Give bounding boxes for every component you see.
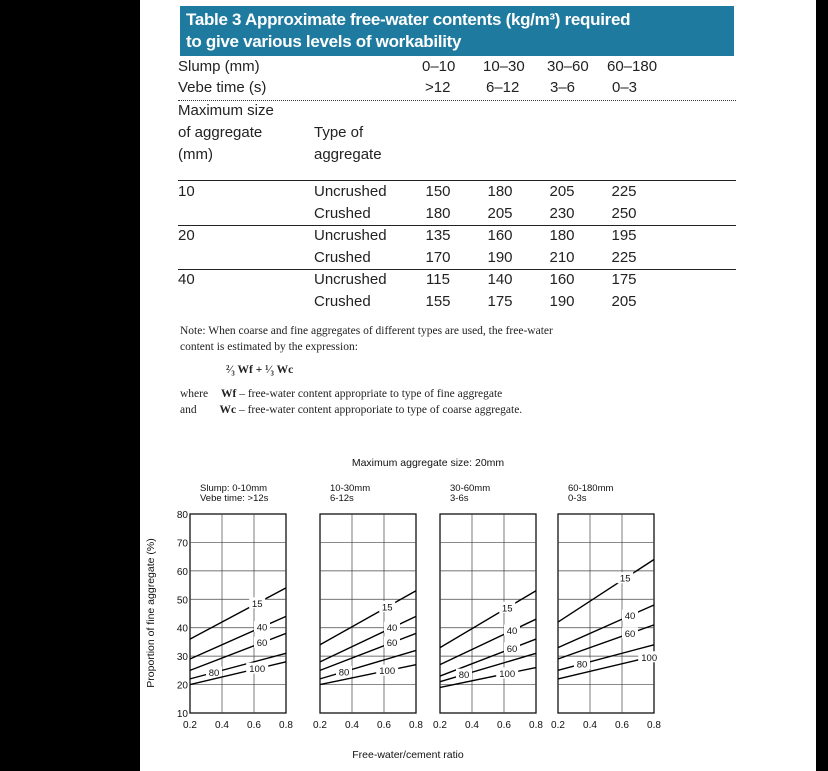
type-cell: Uncrushed: [314, 183, 387, 200]
value-cell: 160: [487, 227, 513, 244]
type-cell: Crushed: [314, 205, 371, 222]
panel-label: 60-180mm: [568, 483, 614, 494]
value-cell: 150: [425, 183, 451, 200]
type-cell: Uncrushed: [314, 227, 387, 244]
panel-frame: [440, 514, 536, 713]
series-label: 80: [458, 670, 470, 682]
vebe-value: 3–6: [550, 79, 576, 96]
series-label: 60: [386, 638, 398, 650]
series-line: [320, 591, 416, 645]
value-cell: 205: [549, 183, 575, 200]
slump-value: 60–180: [607, 58, 658, 75]
panel-label: Slump: 0-10mm: [200, 483, 268, 494]
note-and: and Wc – free-water content approporiate to type of coarse aggregate.: [180, 404, 523, 416]
x-tick-label: 0.4: [465, 720, 479, 731]
series-label: 60: [506, 643, 518, 655]
series-label: 100: [379, 666, 396, 678]
x-tick-label: 0.6: [377, 720, 391, 731]
x-tick-label: 0.2: [551, 720, 565, 731]
table-title-line1: Table 3 Approximate free-water contents (kg/m³) required: [186, 10, 631, 29]
note-line1: Note: When coarse and fine aggregates of different types are used, the free-water: [180, 325, 553, 337]
value-cell: 225: [611, 249, 637, 266]
y-tick-label: 50: [176, 595, 188, 607]
x-tick-label: 0.8: [529, 720, 543, 731]
series-label: 100: [499, 668, 516, 680]
value-cell: 250: [611, 205, 637, 222]
panel-frame: [558, 514, 654, 713]
value-cell: 115: [426, 271, 450, 288]
y-tick-label: 20: [176, 680, 188, 692]
series-line: [190, 588, 286, 639]
size-cell: 20: [178, 227, 195, 244]
series-label: 15: [619, 573, 631, 585]
series-label: 80: [208, 667, 220, 679]
y-tick-label: 30: [176, 652, 188, 664]
vebe-value: 0–3: [612, 79, 638, 96]
value-cell: 180: [549, 227, 575, 244]
series-label: 40: [506, 626, 518, 638]
panel-label: 3-6s: [450, 493, 469, 504]
value-cell: 180: [425, 205, 451, 222]
slump-value: 30–60: [547, 58, 589, 75]
series-label: 40: [624, 611, 636, 623]
vebe-value: >12: [425, 79, 451, 96]
value-cell: 230: [549, 205, 575, 222]
x-axis-label: Free-water/cement ratio: [352, 749, 464, 761]
slump-value: 0–10: [422, 58, 456, 75]
document-page: [140, 0, 816, 771]
x-tick-label: 0.4: [583, 720, 597, 731]
series-label: 100: [641, 652, 658, 664]
value-cell: 205: [611, 293, 637, 310]
type-cell: Crushed: [314, 249, 371, 266]
x-tick-label: 0.6: [615, 720, 629, 731]
y-tick-label: 70: [176, 538, 188, 550]
vebe-label: Vebe time (s): [178, 79, 267, 96]
series-label: 80: [576, 659, 588, 671]
series-label: 100: [249, 664, 266, 676]
value-cell: 210: [549, 249, 575, 266]
value-cell: 155: [425, 293, 451, 310]
value-cell: 180: [487, 183, 513, 200]
column-header-max-size: Maximum size of aggregate (mm): [178, 102, 274, 163]
x-tick-label: 0.6: [497, 720, 511, 731]
x-tick-label: 0.4: [215, 720, 229, 731]
x-tick-label: 0.8: [647, 720, 661, 731]
panel-label: 0-3s: [568, 493, 587, 504]
series-label: 15: [251, 598, 263, 610]
value-cell: 170: [425, 249, 451, 266]
panel-label: Vebe time: >12s: [200, 493, 269, 504]
x-tick-label: 0.2: [433, 720, 447, 731]
value-cell: 175: [487, 293, 513, 310]
table-title-line2: to give various levels of workability: [186, 32, 462, 51]
value-cell: 190: [549, 293, 575, 310]
value-cell: 175: [611, 271, 637, 288]
slump-value: 10–30: [483, 58, 525, 75]
type-cell: Uncrushed: [314, 271, 387, 288]
y-tick-label: 60: [176, 566, 188, 578]
value-cell: 135: [425, 227, 451, 244]
x-tick-label: 0.6: [247, 720, 261, 731]
panel-label: 30-60mm: [450, 483, 491, 494]
x-tick-label: 0.2: [313, 720, 327, 731]
vebe-value: 6–12: [486, 79, 520, 96]
value-cell: 140: [487, 271, 513, 288]
series-label: 15: [381, 602, 393, 614]
y-tick-label: 40: [176, 623, 188, 635]
type-cell: Crushed: [314, 293, 371, 310]
value-cell: 195: [611, 227, 637, 244]
size-cell: 10: [178, 183, 195, 200]
x-tick-label: 0.4: [345, 720, 359, 731]
series-label: 80: [338, 667, 350, 679]
series-label: 40: [386, 623, 398, 635]
series-label: 60: [256, 638, 268, 650]
chart-title: Maximum aggregate size: 20mm: [351, 457, 505, 469]
y-tick-label: 10: [176, 709, 188, 720]
note-where: where Wf – free-water content appropriate to type of fine aggregate: [180, 388, 503, 400]
x-tick-label: 0.8: [279, 720, 293, 731]
panel-label: 10-30mm: [330, 483, 371, 494]
series-label: 60: [624, 628, 636, 640]
series-line: [558, 559, 654, 622]
note-formula: ²⁄₃ Wf + ¹⁄₃ Wc: [226, 364, 294, 376]
slump-label: Slump (mm): [178, 58, 260, 75]
value-cell: 205: [487, 205, 513, 222]
y-tick-label: 80: [176, 510, 188, 521]
y-axis-label: Proportion of fine aggregate (%): [145, 538, 157, 688]
fine-aggregate-charts: [140, 0, 816, 771]
note-line2: content is estimated by the expression:: [180, 341, 358, 353]
value-cell: 190: [487, 249, 513, 266]
series-label: 15: [501, 603, 513, 615]
column-header-type: Type of aggregate: [314, 124, 382, 163]
panel-frame: [320, 514, 416, 713]
panel-label: 6-12s: [330, 493, 354, 504]
series-label: 40: [256, 622, 268, 634]
series-line: [190, 653, 286, 679]
x-tick-label: 0.8: [409, 720, 423, 731]
value-cell: 225: [611, 183, 637, 200]
x-tick-label: 0.2: [183, 720, 197, 731]
value-cell: 160: [549, 271, 575, 288]
size-cell: 40: [178, 271, 195, 288]
